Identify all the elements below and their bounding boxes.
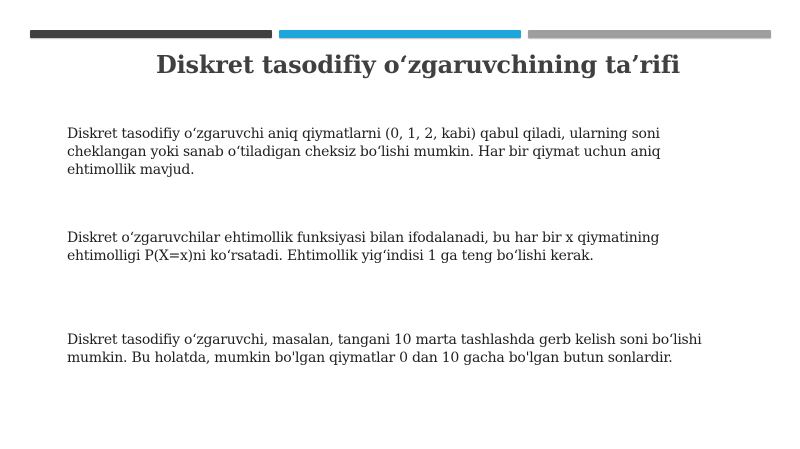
accent-bar-dark [30,30,272,38]
accent-bar-gray [528,30,771,38]
slide-title: Diskret tasodifiy o‘zgaruvchining ta’rifi [156,50,680,79]
paragraph-probability-function: Diskret o‘zgaruvchilar ehtimollik funksiyasi bilan ifodalanadi, bu har bir x qiymatining ehtimolligi P(X=x)ni ko‘rsatadi. Ehtimollik yig‘indisi 1 ga teng bo‘lishi kerak. [67,230,660,264]
paragraph-example: Diskret tasodifiy o‘zgaruvchi, masalan, tangani 10 marta tashlashda gerb kelish soni bo‘lishi mumkin. Bu holatda, mumkin bo'lgan qiymatlar 0 dan 10 gacha bo'lgan butun sonlardir. [67,332,702,366]
paragraph-definition: Diskret tasodifiy o‘zgaruvchi aniq qiymatlarni (0, 1, 2, kabi) qabul qiladi, ularning soni cheklangan yoki sanab o‘tiladigan cheksiz bo‘lishi mumkin. Har bir qiymat uchun aniq ehtimollik mavjud. [67,126,661,178]
header-accent-bars [30,30,771,38]
accent-bar-blue [279,30,521,38]
